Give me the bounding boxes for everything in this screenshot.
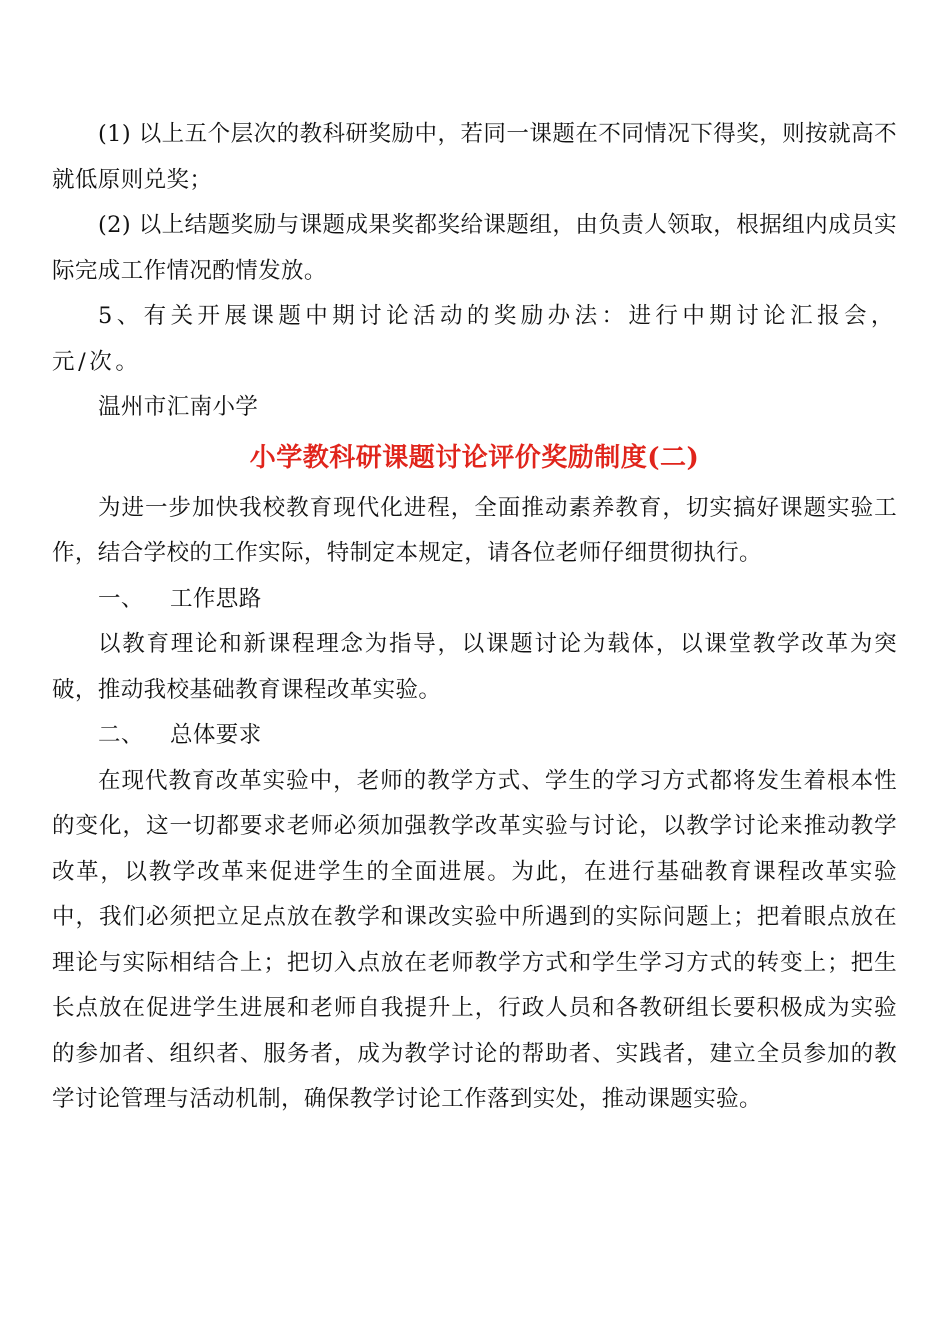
section-title-2: 总体要求 <box>170 722 262 748</box>
document-title: 小学教科研课题讨论评价奖励制度(二) <box>249 442 700 473</box>
section-number-2: 二、 <box>98 722 144 748</box>
paragraph-section-1: 以教育理论和新课程理念为指导，以课题讨论为载体，以课堂教学改革为突破，推动我校基础教育课程改革实验。 <box>52 631 897 703</box>
paragraph-intro: 为进一步加快我校教育现代化进程，全面推动素养教育，切实搞好课题实验工作，结合学校的工作实际，特制定本规定，请各位老师仔细贯彻执行。 <box>52 494 897 566</box>
paragraph-midterm-award: 5、有关开展课题中期讨论活动的奖励办法：进行中期讨论汇报会，元/次。 <box>52 303 897 375</box>
paragraph-award-rule-1: (1) 以上五个层次的教科研奖励中，若同一课题在不同情况下得奖，则按就高不就低原则兑奖； <box>52 121 897 193</box>
school-signature: 温州市汇南小学 <box>98 394 259 420</box>
document-body <box>52 112 897 1123</box>
paragraph-award-rule-2: (2) 以上结题奖励与课题成果奖都奖给课题组，由负责人领取，根据组内成员实际完成工作情况酌情发放。 <box>52 212 897 284</box>
section-heading-1 <box>52 577 897 623</box>
paragraph-section-2: 在现代教育改革实验中，老师的教学方式、学生的学习方式都将发生着根本性的变化，这一切都要求老师必须加强教学改革实验与讨论，以教学讨论来推动教学改革，以教学改革来促进学生的全面进展。为此，在进行基础教育课程改革实验中，我们必须把立足点放在教学和课改实验中所遇到的实际问题上；把着眼点放在理论与实际相结合上；把切入点放在老师教学方式和学生学习方式的转变上；把生长点放在促进学生进展和老师自我提升上，行政人员和各教研组长要积极成为实验的参加者、组织者、服务者，成为教学讨论的帮助者、实践者，建立全员参加的教学讨论管理与活动机制，确保教学讨论工作落到实处，推动课题实验。 <box>52 767 897 1112</box>
section-title-1: 工作思路 <box>170 585 262 612</box>
section-heading-2 <box>52 713 897 759</box>
section-number-1: 一、 <box>98 585 144 612</box>
